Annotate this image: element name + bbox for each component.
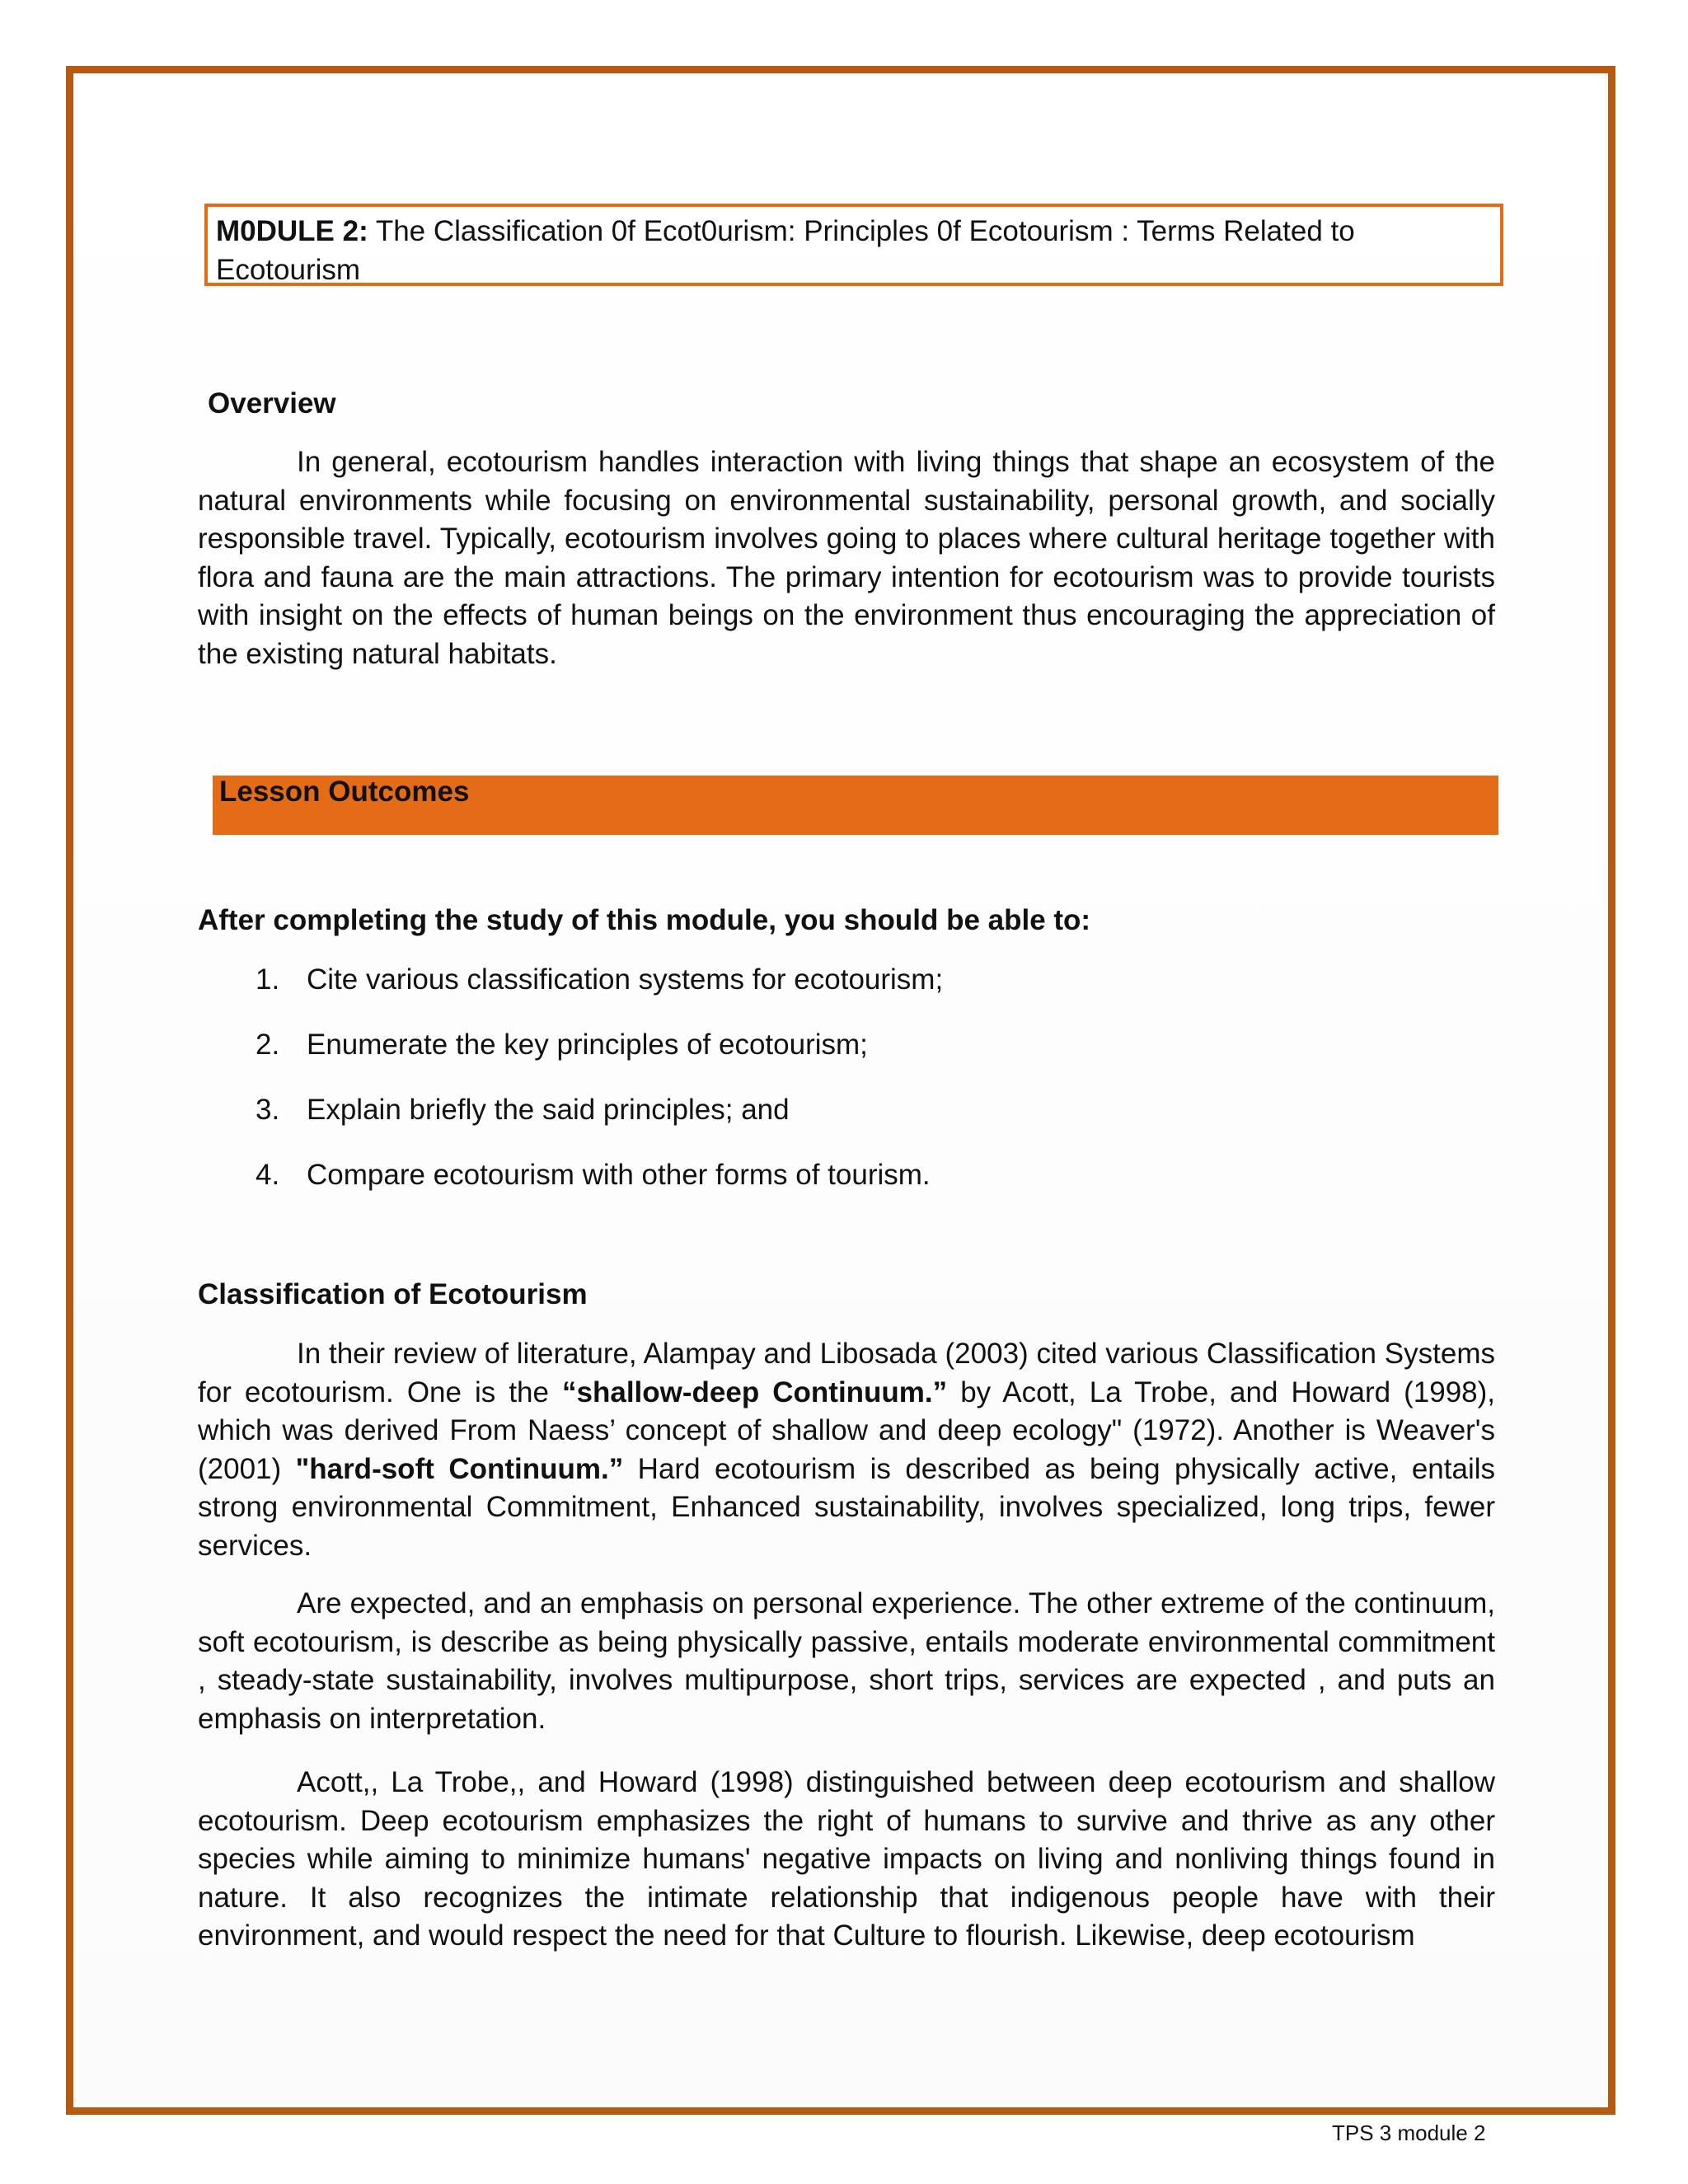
hard-soft-term: "hard-soft Continuum.” bbox=[295, 1452, 624, 1485]
overview-text: In general, ecotourism handles interaction with living things that shape an ecosystem of the natural environments while focusing on environmental sustainability, personal growth, and socially responsible travel. Typically, ecotourism involves going to places where cultural heritage together with flora and fauna are the main attractions. The primary intention for ecotourism was to provide tourists with insight on the effects of human beings on the environment thus encouraging the appreciation of the existing natural habitats. bbox=[198, 446, 1495, 670]
classification-heading: Classification of Ecotourism bbox=[198, 1278, 588, 1310]
page-footer: TPS 3 module 2 bbox=[1332, 2121, 1486, 2145]
lesson-outcomes-heading: Lesson Outcomes bbox=[219, 776, 470, 808]
list-text: Enumerate the key principles of ecotourism; bbox=[307, 1029, 868, 1061]
overview-heading: Overview bbox=[208, 387, 336, 419]
list-number: 4. bbox=[256, 1159, 280, 1191]
list-number: 3. bbox=[256, 1094, 280, 1126]
text-run: Are expected, and an emphasis on personal experience. The other extreme of the continuum, soft ecotourism, is describe as being physically passive, entails moderate environmental commitment , steady-state sustainability, involves multipurpose, short trips, services are expected , and puts an emphasis on interpretation. bbox=[198, 1587, 1495, 1735]
list-item bbox=[256, 1093, 943, 1158]
outcomes-intro: After completing the study of this module, you should be able to: bbox=[198, 904, 1091, 936]
list-item bbox=[256, 1028, 943, 1093]
list-number: 1. bbox=[256, 963, 280, 996]
shallow-deep-term: “shallow-deep Continuum.” bbox=[562, 1376, 948, 1408]
outcome-list bbox=[256, 963, 943, 1223]
list-item bbox=[256, 1158, 943, 1223]
overview-paragraph bbox=[198, 443, 1495, 673]
module-title: The Classification 0f Ecot0urism: Principles 0f Ecotourism : Terms Related to Ecotourism bbox=[216, 215, 1355, 286]
classification-paragraph-1 bbox=[198, 1335, 1495, 1565]
list-text: Cite various classification systems for ecotourism; bbox=[307, 963, 944, 996]
list-text: Compare ecotourism with other forms of tourism. bbox=[307, 1159, 931, 1191]
text-run: Hard ecotourism is described as being physically active, entails strong environmental Commitment, Enhanced sustainability, involves specialized, long trips, fewer services. bbox=[198, 1452, 1495, 1562]
module-label: M0DULE 2: bbox=[216, 215, 368, 247]
module-title-box bbox=[204, 204, 1503, 286]
classification-paragraph-3 bbox=[198, 1764, 1495, 1956]
lesson-outcomes-banner bbox=[213, 776, 1498, 835]
list-text: Explain briefly the said principles; and bbox=[307, 1094, 790, 1126]
list-number: 2. bbox=[256, 1029, 280, 1061]
text-run: by Acott, La Trobe, and Howard (1998), which was derived From Naess’ concept of shallow and deep ecology" (1972). Another is Weaver's (2001) bbox=[198, 1376, 1496, 1485]
text-run: Acott,, La Trobe,, and Howard (1998) distinguished between deep ecotourism and shallow ecotourism. Deep ecotourism emphasizes the right of humans to survive and thrive as any other species while aiming to minimize humans' negative impacts on living and nonliving things found in nature. It also recognizes the intimate relationship that indigenous people have with their environment, and would respect the need for that Culture to flourish. Likewise, deep ecotourism bbox=[198, 1766, 1495, 1952]
text-run: In their review of literature, Alampay and Libosada (2003) cited various Classification Systems for ecotourism. One is the bbox=[198, 1338, 1495, 1408]
classification-paragraph-2 bbox=[198, 1585, 1495, 1738]
list-item bbox=[256, 963, 943, 1028]
